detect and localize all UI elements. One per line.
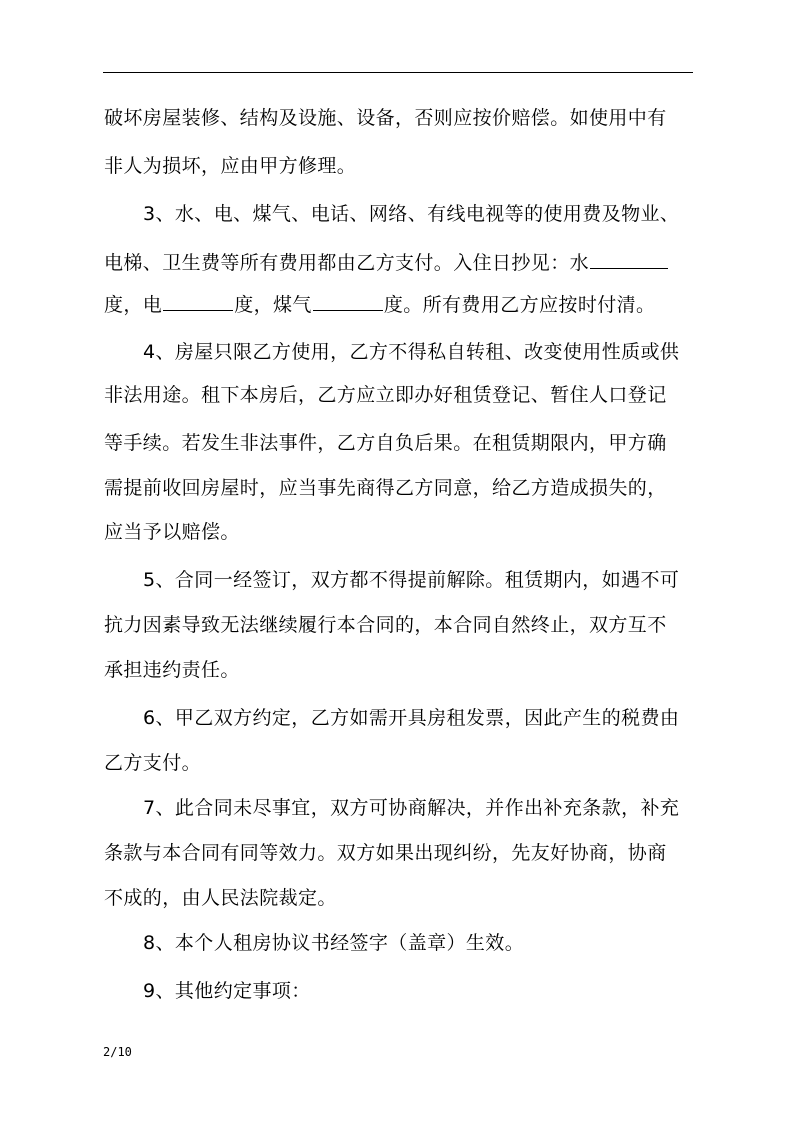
fill-in-blank-water[interactable]: [590, 250, 668, 269]
text-segment: 电梯、卫生费等所有费用都由乙方支付。入住日抄见：水: [104, 252, 590, 274]
text-segment: 度，煤气: [234, 294, 312, 316]
clause-8-line: 8、本个人租房协议书经签字（盖章）生效。: [143, 932, 525, 954]
text-segment: 度，电: [104, 294, 163, 316]
text-line: [104, 250, 669, 275]
text-line: 非法用途。租下本房后，乙方应立即办好租赁登记、暂住人口登记: [104, 384, 667, 406]
text-line: 承担违约责任。: [104, 659, 240, 681]
header-rule: [103, 72, 693, 73]
text-line: 条款与本合同有同等效力。双方如果出现纠纷，先友好协商，协商: [104, 842, 667, 864]
text-line: 破坏房屋装修、结构及设施、设备，否则应按价赔偿。如使用中有: [104, 107, 667, 129]
clause-5-line: 5、合同一经签订，双方都不得提前解除。租赁期内，如遇不可: [143, 569, 680, 591]
text-line: 等手续。若发生非法事件，乙方自负后果。在租赁期限内，甲方确: [104, 432, 667, 454]
fill-in-blank-electricity[interactable]: [163, 292, 233, 311]
clause-4-line: 4、房屋只限乙方使用，乙方不得私自转租、改变使用性质或供: [143, 341, 680, 363]
fill-in-blank-gas[interactable]: [313, 292, 383, 311]
clause-9-line: 9、其他约定事项：: [143, 980, 311, 1002]
clause-7-line: 7、此合同未尽事宜，双方可协商解决，并作出补充条款，补充: [143, 797, 680, 819]
clause-3-line: 3、水、电、煤气、电话、网络、有线电视等的使用费及物业、: [143, 203, 680, 225]
text-line: 乙方支付。: [104, 752, 202, 774]
text-line: 抗力因素导致无法继续履行本合同的，本合同自然终止，双方互不: [104, 614, 667, 636]
clause-6-line: 6、甲乙双方约定，乙方如需开具房租发票，因此产生的税费由: [143, 707, 680, 729]
text-segment: 度。所有费用乙方应按时付清。: [383, 294, 656, 316]
text-line: [104, 292, 655, 317]
page-number: 2/10: [103, 1045, 132, 1059]
text-line: 需提前收回房屋时，应当事先商得乙方同意，给乙方造成损失的，: [104, 477, 667, 499]
text-line: 应当予以赔偿。: [104, 521, 240, 543]
text-line: 不成的，由人民法院裁定。: [104, 887, 337, 909]
text-line: 非人为损坏，应由甲方修理。: [104, 155, 357, 177]
